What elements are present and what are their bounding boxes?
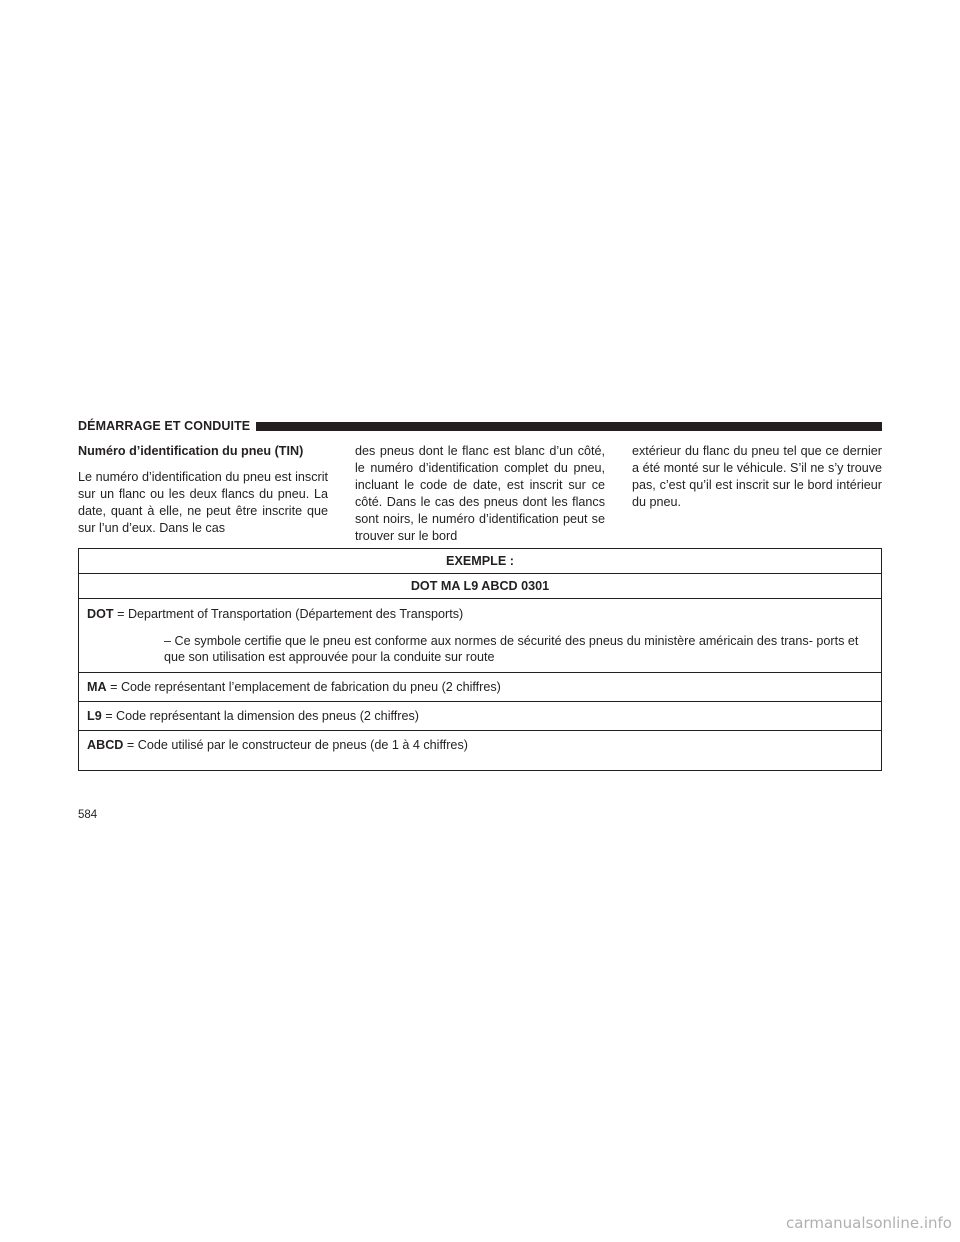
table-code-line: DOT MA L9 ABCD 0301 <box>79 574 882 599</box>
article-columns <box>78 443 882 545</box>
section-header <box>78 416 882 436</box>
column-3-text: extérieur du flanc du pneu tel que ce dernier a été monté sur le véhicule. S’il ne s’y trouve pas, c’est qu’il est inscrit sur le bord intérieur du pneu. <box>632 444 882 509</box>
column-1 <box>78 443 328 545</box>
row-code: ABCD <box>87 738 124 752</box>
row-code: DOT <box>87 607 114 621</box>
row-code: MA <box>87 680 107 694</box>
table-row <box>79 731 882 771</box>
row-text: = Code représentant l’emplacement de fabrication du pneu (2 chiffres) <box>106 680 501 694</box>
example-table <box>78 548 882 771</box>
page-number: 584 <box>78 809 98 821</box>
row-text: = Code représentant la dimension des pneus (2 chiffres) <box>101 709 419 723</box>
table-row <box>79 599 882 673</box>
table-row <box>79 673 882 702</box>
table-title-row <box>79 549 882 574</box>
table-code-row <box>79 574 882 599</box>
column-2 <box>355 443 605 545</box>
article-heading: Numéro d’identification du pneu (TIN) <box>78 444 304 458</box>
section-title: DÉMARRAGE ET CONDUITE <box>78 419 251 433</box>
column-1-text: Le numéro d’identification du pneu est inscrit sur un flanc ou les deux flancs du pneu. La date, quant à elle, ne peut être inscrite que sur l’un d’eux. Dans le cas <box>78 470 328 535</box>
column-3 <box>632 443 882 545</box>
row-note: – Ce symbole certifie que le pneu est conforme aux normes de sécurité des pneus du ministère américain des trans- ports et que son utilisation est approuvée pour la conduite sur route <box>164 634 859 664</box>
table-row <box>79 702 882 731</box>
row-text: = Department of Transportation (Département des Transports) <box>113 607 464 621</box>
watermark: carmanualsonline.info <box>786 1214 952 1232</box>
column-2-text: des pneus dont le flanc est blanc d’un côté, le numéro d’identification complet du pneu, incluant le code de date, est inscrit sur ce côté. Dans le cas des pneus dont les flancs sont noirs, le numéro d’identification peut se trouver sur le bord <box>355 444 605 543</box>
table-title: EXEMPLE : <box>79 549 882 574</box>
row-code: L9 <box>87 709 102 723</box>
row-text: = Code utilisé par le constructeur de pneus (de 1 à 4 chiffres) <box>123 738 468 752</box>
section-bar <box>256 422 882 431</box>
